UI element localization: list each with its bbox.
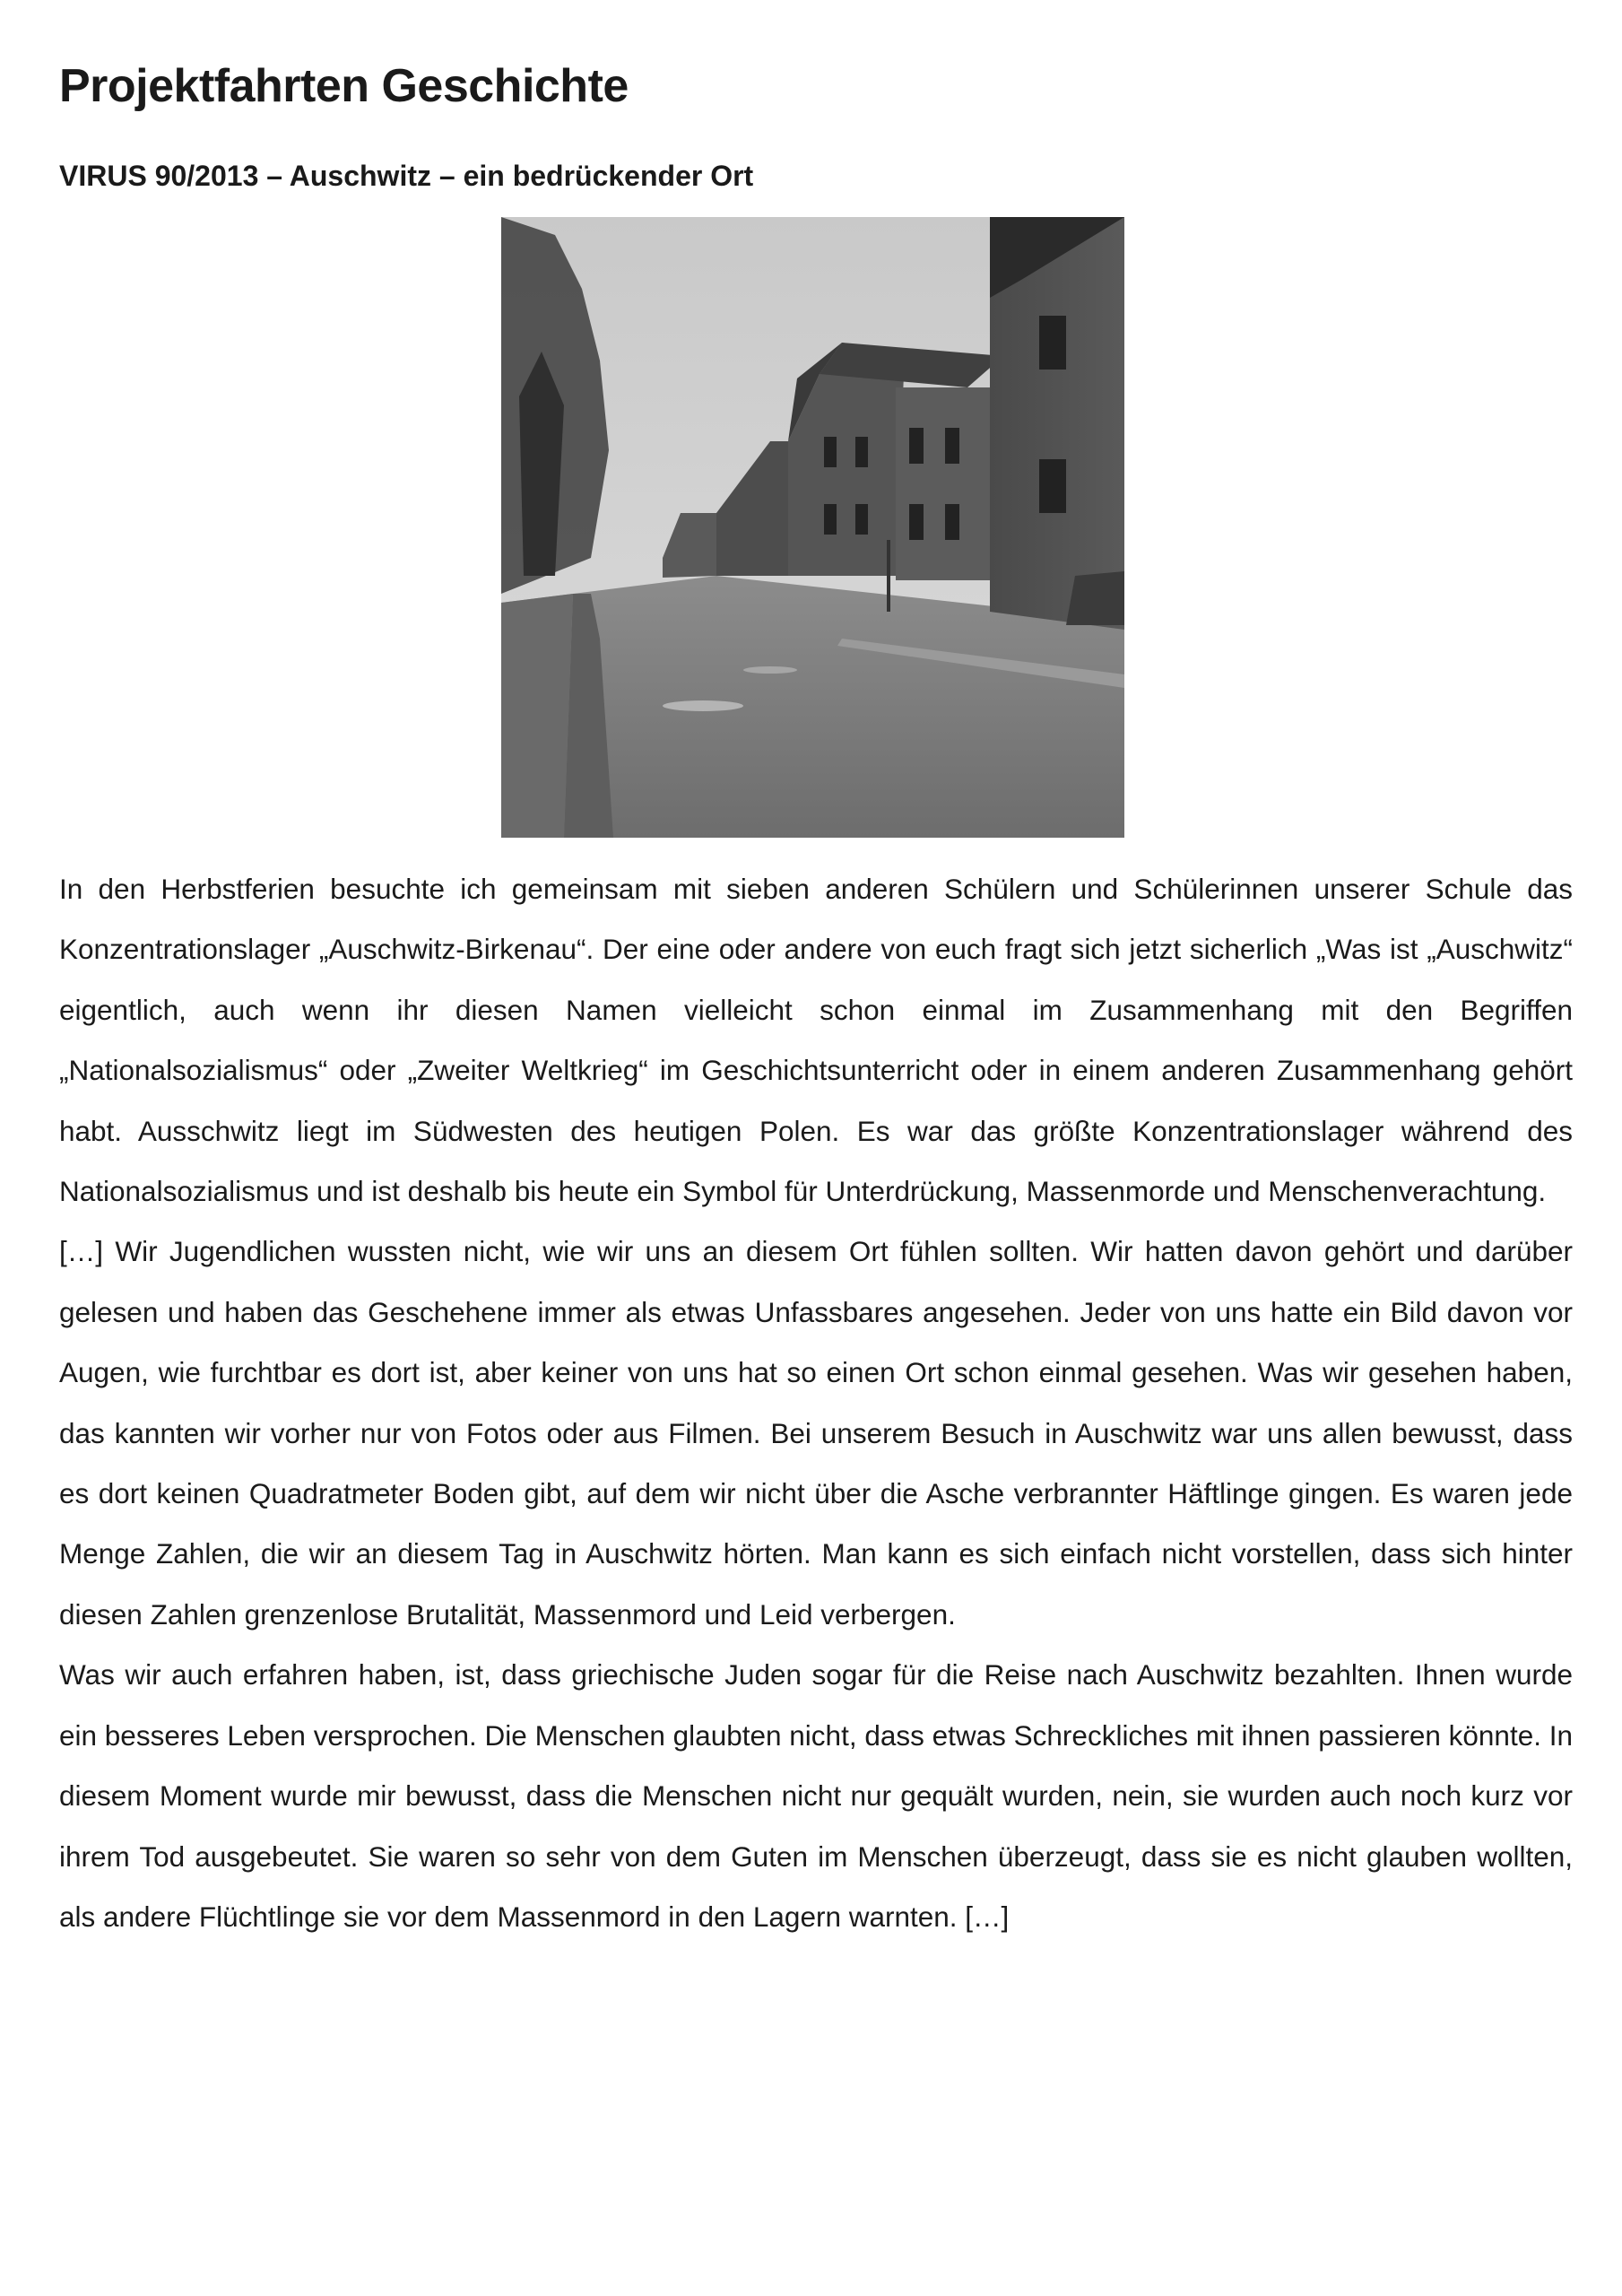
paragraph: […] Wir Jugendlichen wussten nicht, wie wir uns an diesem Ort fühlen sollten. Wir hatten davon gehört und darüber gelesen und haben das Geschehene immer als etwas Unfassbares angesehen. Jeder von uns hatte ein Bild davon vor Augen, wie furchtbar es dort ist, aber keiner von uns hat so einen Ort schon einmal gesehen. Was wir gesehen haben, das kannten wir vorher nur von Fotos oder aus Filmen. Bei unserem Besuch in Auschwitz war uns allen bewusst, dass es dort keinen Quadratmeter Boden gibt, auf dem wir nicht über die Asche verbrannter Häftlinge gingen. Es waren jede Menge Zahlen, die wir an diesem Tag in Auschwitz hörten. Man kann es sich einfach nicht vorstellen, dass sich hinter diesen Zahlen grenzenlose Brutalität, Massenmord und Leid verbergen. bbox=[59, 1235, 1573, 1631]
article-body bbox=[59, 859, 1573, 1947]
page-title: Projektfahrten Geschichte bbox=[59, 60, 629, 112]
article-photo bbox=[501, 217, 1124, 838]
paragraph: Was wir auch erfahren haben, ist, dass griechische Juden sogar für die Reise nach Auschwitz bezahlten. Ihnen wurde ein besseres Leben versprochen. Die Menschen glaubten nicht, dass etwas Schreckliches mit ihnen passieren könnte. In diesem Moment wurde mir bewusst, dass die Menschen nicht nur gequält wurden, nein, sie wurden auch noch kurz vor ihrem Tod ausgebeutet. Sie waren so sehr von dem Guten im Menschen überzeugt, dass sie es nicht glauben wollten, als andere Flüchtlinge sie vor dem Massenmord in den Lagern warnten. […] bbox=[59, 1658, 1573, 1933]
paragraph: In den Herbstferien besuchte ich gemeinsam mit sieben anderen Schülern und Schülerinnen unserer Schule das Konzentrationslager „Auschwitz-Birkenau“. Der eine oder andere von euch fragt sich jetzt sicherlich „Was ist „Auschwitz“ eigentlich, auch wenn ihr diesen Namen vielleicht schon einmal im Zusammenhang mit den Begriffen „Nationalsozialismus“ oder „Zweiter Weltkrieg“ im Geschichtsunterricht oder in einem anderen Zusammenhang gehört habt. Ausschwitz liegt im Südwesten des heutigen Polen. Es war das größte Konzentrationslager während des Nationalsozialismus und ist deshalb bis heute ein Symbol für Unterdrückung, Massenmorde und Menschenverachtung. bbox=[59, 873, 1573, 1208]
article-subtitle: VIRUS 90/2013 – Auschwitz – ein bedrückender Ort bbox=[59, 160, 754, 192]
